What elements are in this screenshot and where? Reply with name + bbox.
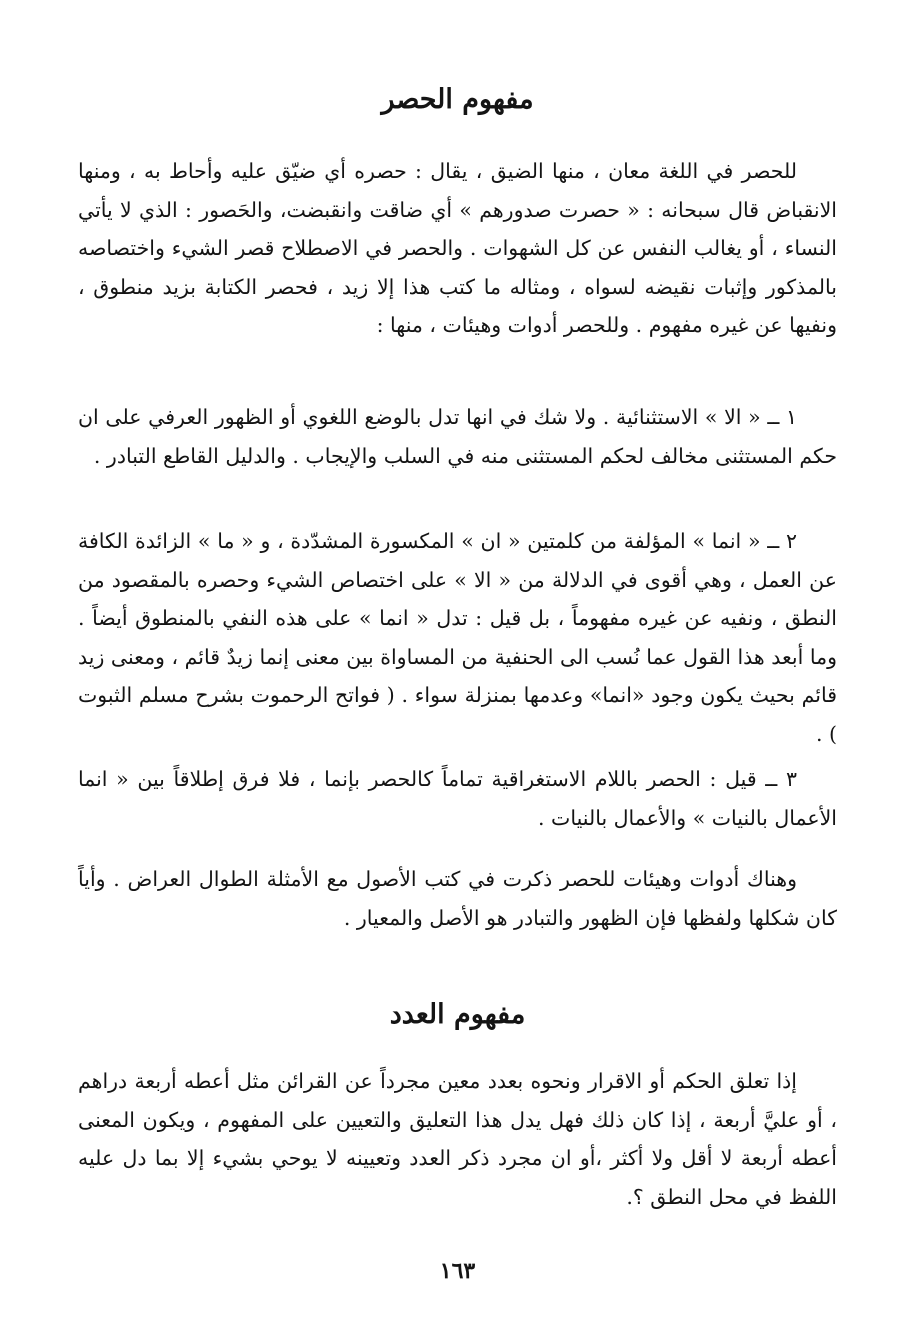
page-number: ١٦٣ <box>439 1258 476 1284</box>
list-item-3 <box>78 760 837 837</box>
list-item-2 <box>78 522 837 753</box>
book-page <box>78 0 837 1322</box>
list-item-1-text: ١ ــ « الا » الاستثنائية . ولا شك في انها تدل بالوضع اللغوي أو الظهور العرفي على ان حكم المستثنى مخالف لحكم المستثنى منه في السلب والإيجاب . والدليل القاطع التبادر . <box>78 405 837 468</box>
section-title-number: مفهوم العدد <box>389 999 526 1030</box>
list-item-2-text: ٢ ــ « انما » المؤلفة من كلمتين « ان » المكسورة المشدّدة ، و « ما » الزائدة الكافة عن العمل ، وهي أقوى في الدلالة من « الا » على اختصاص الشيء وحصره بالمقصود من النطق ، ونفيه عن غيره مفهوماً ، بل قيل : تدل « انما » على هذه النفي بالمنطوق أيضاً . وما أبعد هذا القول عما نُسب الى الحنفية من المساواة بين معنى إنما زيدٌ قائم ، ومعنى زيد قائم بحيث يكون وجود «انما» وعدمها بمنزلة سواء . ( فواتح الرحموت بشرح مسلم الثبوت ) . <box>78 529 837 746</box>
number-paragraph-text: إذا تعلق الحكم أو الاقرار ونحوه بعدد معين مجرداً عن القرائن مثل أعطه أربعة دراهم ، أو عليَّ أربعة ، إذا كان ذلك فهل يدل هذا التعليق والتعيين على المفهوم ، ويكون المعنى أعطه أربعة لا أقل ولا أكثر ،أو ان مجرد ذكر العدد وتعيينه لا يوحي بشيء إلا بما دل عليه اللفظ في محل النطق ؟. <box>78 1069 837 1209</box>
list-item-3-text: ٣ ــ قيل : الحصر باللام الاستغراقية تماماً كالحصر بإنما ، فلا فرق إطلاقاً بين « انما الأعمال بالنيات » والأعمال بالنيات . <box>78 767 837 830</box>
section-title-restriction: مفهوم الحصر <box>381 84 534 115</box>
closing-paragraph <box>78 860 837 937</box>
closing-paragraph-text: وهناك أدوات وهيئات للحصر ذكرت في كتب الأصول مع الأمثلة الطوال العراض . وأياً كان شكلها ولفظها فإن الظهور والتبادر هو الأصل والمعيار . <box>78 867 837 930</box>
intro-paragraph <box>78 152 837 345</box>
list-item-1 <box>78 398 837 475</box>
intro-paragraph-text: للحصر في اللغة معان ، منها الضيق ، يقال : حصره أي ضيّق عليه وأحاط به ، ومنها الانقباض قال سبحانه : « حصرت صدورهم » أي ضاقت وانقبضت، والحَصور : الذي لا يأتي النساء ، أو يغالب النفس عن كل الشهوات . والحصر في الاصطلاح قصر الشيء واختصاصه بالمذكور وإثبات نقيضه لسواه ، ومثاله ما كتب هذا إلا زيد ، فحصر الكتابة بزيد منطوق ، ونفيها عن غيره مفهوم . وللحصر أدوات وهيئات ، منها : <box>78 159 837 337</box>
number-paragraph <box>78 1062 837 1216</box>
